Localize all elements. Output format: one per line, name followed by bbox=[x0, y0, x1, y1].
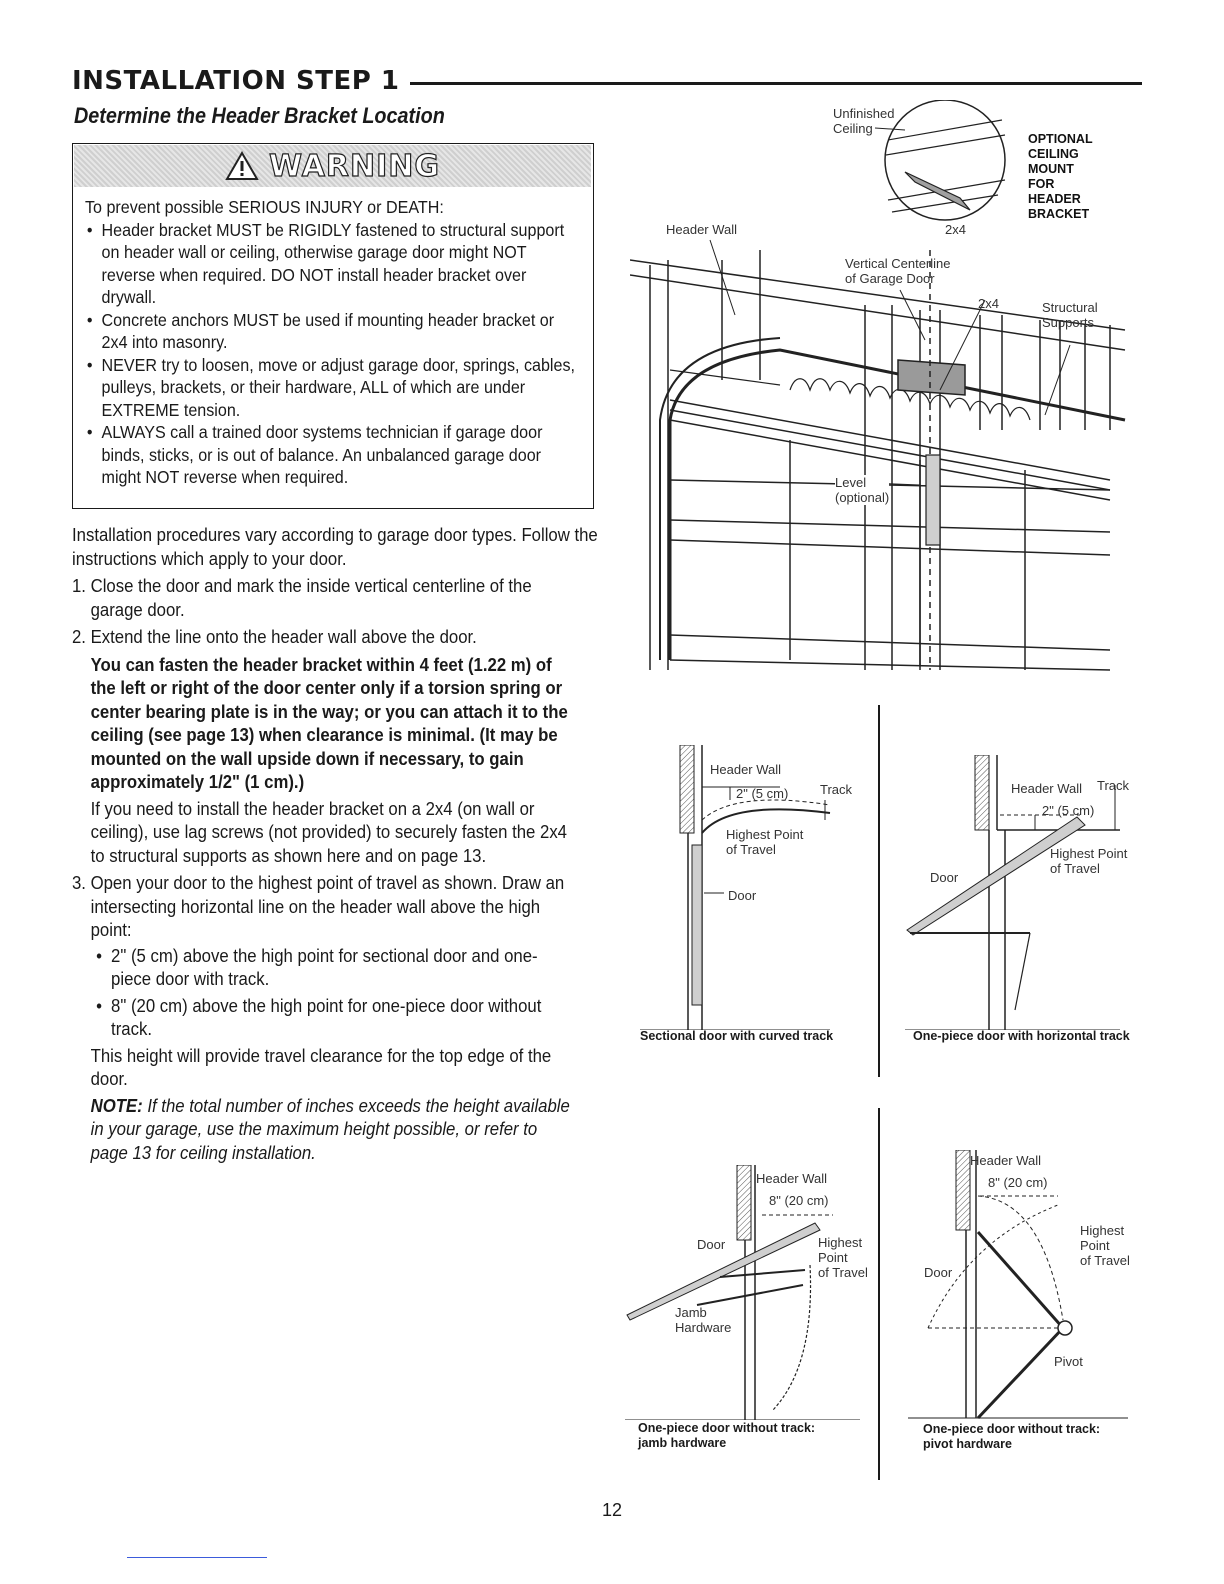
step-3 bbox=[72, 872, 574, 1165]
warning-item: • NEVER try to loosen, move or adjust garage door, springs, cables, pulleys, brackets, or their hardware, ALL of which are under EXTREME tension. bbox=[85, 354, 582, 422]
highest-point-label: Highest Point of Travel bbox=[726, 827, 804, 857]
step-text: Extend the line onto the header wall above the door. bbox=[90, 627, 477, 647]
step-2-bold-note: You can fasten the header bracket within 4 feet (1.22 m) of the left or right of the door center only if a torsion spring or center bearing plate is in the way; or you can attach it to the ceiling (see page 13) when clearance is minimal. (It may be mounted on the wall upside down if necessary, to gain approximately 1/2" (1 cm).) bbox=[90, 654, 568, 792]
one-piece-track-illustration bbox=[905, 755, 1135, 1030]
warning-header bbox=[74, 145, 591, 187]
inset-2x4-label: 2x4 bbox=[945, 222, 966, 237]
header-wall-label: Header Wall bbox=[666, 222, 738, 237]
jamb-hardware-illustration bbox=[625, 1165, 875, 1420]
header-wall-label: Header Wall bbox=[970, 1153, 1042, 1168]
header-wall-label: Header Wall bbox=[710, 762, 782, 777]
highest-point-label: Highest Point of Travel bbox=[1080, 1223, 1130, 1268]
intro-paragraph: Installation procedures vary according to garage door types. Follow the instructions which apply to your door. bbox=[72, 525, 598, 569]
figure-divider-bottom bbox=[878, 1108, 880, 1480]
bullet-item: • 8" (20 cm) above the high point for one-piece door without track. bbox=[91, 995, 575, 1042]
door-label: Door bbox=[697, 1237, 726, 1252]
step-number: 1. bbox=[72, 576, 86, 596]
step-number: 2. bbox=[72, 627, 86, 647]
title-rule bbox=[410, 82, 1142, 85]
step-text: Open your door to the highest point of travel as shown. Draw an intersecting horizontal line on the header wall above the high point: bbox=[90, 873, 565, 940]
bullet-item: • 2" (5 cm) above the high point for sectional door and one-piece door with track. bbox=[91, 945, 575, 992]
highest-point-label: Highest Point of Travel bbox=[1050, 846, 1128, 876]
warning-items bbox=[85, 219, 582, 489]
figure-caption: One-piece door without track: pivot hardware bbox=[923, 1422, 1101, 1451]
warning-item: • ALWAYS call a trained door systems technician if garage door binds, sticks, or is out of balance. An unbalanced garage door might NOT reverse when required. bbox=[85, 421, 582, 489]
step-1 bbox=[72, 575, 574, 622]
door-label: Door bbox=[930, 870, 959, 885]
dimension-label: 8" (20 cm) bbox=[769, 1193, 829, 1208]
figure-caption: One-piece door with horizontal track bbox=[913, 1029, 1130, 1043]
step-3-after: This height will provide travel clearance for the top edge of the door. bbox=[90, 1045, 552, 1089]
main-garage-figure bbox=[630, 100, 1130, 680]
track-label: Track bbox=[1097, 778, 1130, 793]
dimension-label: 2" (5 cm) bbox=[1042, 803, 1095, 818]
step-subtitle: Determine the Header Bracket Location bbox=[74, 103, 445, 128]
figure-caption: One-piece door without track: jamb hardware bbox=[638, 1421, 816, 1450]
unfinished-ceiling-label: Unfinished Ceiling bbox=[833, 106, 895, 136]
warning-intro: To prevent possible SERIOUS INJURY or DEATH: bbox=[85, 197, 444, 217]
door-label: Door bbox=[728, 888, 757, 903]
warning-label-group bbox=[225, 149, 440, 184]
highest-point-label: Highest Point of Travel bbox=[818, 1235, 868, 1280]
warning-item: • Concrete anchors MUST be used if mounting header bracket or 2x4 into masonry. bbox=[85, 309, 582, 354]
dimension-label: 2" (5 cm) bbox=[736, 786, 789, 801]
header-wall-label: Header Wall bbox=[1011, 781, 1083, 796]
fig-one-piece-jamb bbox=[625, 1165, 875, 1455]
instructions bbox=[72, 524, 598, 1165]
header-wall-label: Header Wall bbox=[756, 1171, 828, 1186]
2x4-label: 2x4 bbox=[978, 296, 999, 311]
optional-ceiling-mount-label: OPTIONAL CEILING MOUNT FOR HEADER BRACKET bbox=[1028, 132, 1093, 221]
pivot-label: Pivot bbox=[1054, 1354, 1083, 1369]
fig-sectional-door bbox=[640, 745, 870, 1045]
fig-one-piece-horizontal-track bbox=[905, 755, 1135, 1045]
dimension-label: 8" (20 cm) bbox=[988, 1175, 1048, 1190]
warning-label: WARNING bbox=[268, 148, 441, 184]
step-number: 3. bbox=[72, 873, 86, 893]
note bbox=[91, 1095, 575, 1166]
pivot-hardware-illustration bbox=[908, 1150, 1138, 1420]
step-3-bullets bbox=[91, 945, 575, 1042]
warning-triangle-icon bbox=[225, 151, 259, 181]
step-title: INSTALLATION STEP 1 bbox=[72, 66, 400, 96]
step-2 bbox=[72, 626, 574, 868]
structural-supports-label: Structural Supports bbox=[1042, 300, 1098, 330]
note-text: If the total number of inches exceeds the height available in your garage, use the maximum height possible, or refer to page 13 for ceiling installation. bbox=[90, 1095, 570, 1163]
figure-caption: Sectional door with curved track bbox=[640, 1029, 834, 1043]
warning-content bbox=[85, 196, 575, 489]
door-label: Door bbox=[924, 1265, 953, 1280]
level-label: Level (optional) bbox=[835, 475, 890, 505]
step-2-sub-note: If you need to install the header bracket on a 2x4 (on wall or ceiling), use lag screws (not provided) to securely fasten the 2x4 to structural supports as shown here and on page 13. bbox=[90, 798, 568, 866]
step-text: Close the door and mark the inside vertical centerline of the garage door. bbox=[90, 576, 532, 620]
page-number: 12 bbox=[601, 1500, 623, 1520]
warning-item: • Header bracket MUST be RIGIDLY fastened to structural support on header wall or ceiling, otherwise garage door might NOT reverse when required. DO NOT install header bracket over drywall. bbox=[85, 219, 582, 309]
warning-box bbox=[72, 143, 594, 509]
figure-divider-top bbox=[878, 705, 880, 1077]
jamb-hardware-label: Jamb Hardware bbox=[675, 1305, 732, 1335]
footer-link-line bbox=[127, 1557, 267, 1558]
fig-one-piece-pivot bbox=[908, 1150, 1138, 1460]
vertical-centerline-label: Vertical Centerline of Garage Door bbox=[845, 256, 951, 286]
track-label: Track bbox=[820, 782, 853, 797]
note-label: NOTE: bbox=[90, 1095, 143, 1116]
